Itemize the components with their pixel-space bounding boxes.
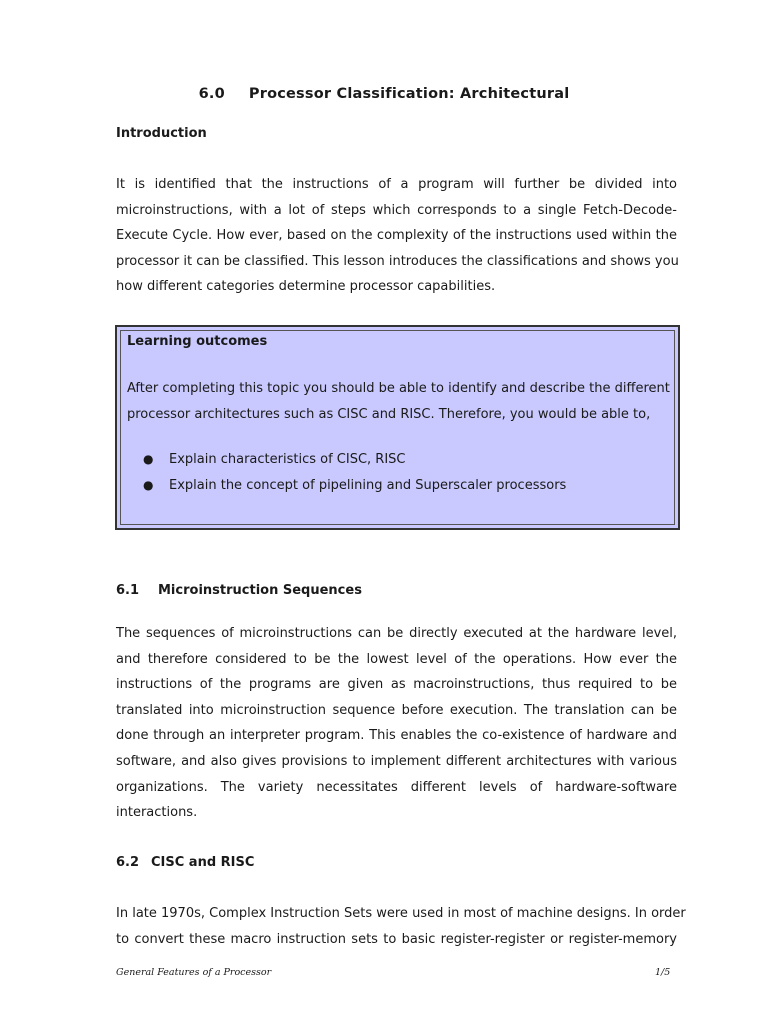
paragraph-line: done through an interpreter program. This enables the co-existence of hardware and [116,728,677,744]
list-item-text: Explain the concept of pipelining and Superscaler processors [169,478,567,493]
paragraph-line: translated into microinstruction sequence before execution. The translation can be [116,702,677,718]
paragraph-line: software, and also gives provisions to implement different architectures with various [116,753,677,769]
paragraph-line: processor it can be classified. This lesson introduces the classifications and shows you [116,253,679,269]
footer-document-title: General Features of a Processor [116,967,272,978]
section-6-2-paragraph [116,901,686,952]
paragraph-line: how different categories determine processor capabilities. [116,279,496,295]
paragraph-line: instructions of the programs are given as macroinstructions, thus required to be [116,677,677,693]
list-item-text: Explain characteristics of CISC, RISC [169,452,406,467]
introduction-paragraph [116,172,677,300]
bullet-icon: ● [143,452,154,466]
paragraph-line: In late 1970s, Complex Instruction Sets were used in most of machine designs. In order [116,906,686,921]
learning-outcomes-title: Learning outcomes [127,334,268,349]
section-6-2-heading [116,855,254,870]
section-title: CISC and RISC [151,855,255,870]
section-number: 6.2 [116,855,140,870]
list-item [143,472,566,498]
paragraph-line: processor architectures such as CISC and RISC. Therefore, you would be able to, [127,407,651,422]
paragraph-line: and therefore considered to be the lowest level of the operations. How ever the [116,651,677,667]
learning-outcomes-paragraph [127,376,670,428]
title-text: Processor Classification: Architectural [248,86,570,102]
paragraph-line: It is identified that the instructions of a program will further be divided into [116,177,677,192]
page-title [0,86,768,102]
title-number: 6.0 [198,86,225,102]
paragraph-line: After completing this topic you should be able to identify and describe the different [127,381,670,396]
paragraph-line: organizations. The variety necessitates different levels of hardware-software [116,779,677,795]
paragraph-line: to convert these macro instruction sets to basic register-register or register-memory [116,931,677,947]
list-item [143,446,566,472]
paragraph-line: microinstructions, with a lot of steps which corresponds to a single Fetch-Decode- [116,202,677,218]
section-number: 6.1 [116,583,140,598]
section-title: Microinstruction Sequences [158,583,362,598]
footer-page-number: 1/5 [655,967,671,978]
learning-outcomes-box [115,325,680,530]
introduction-heading: Introduction [116,126,207,141]
learning-outcomes-list [143,446,566,498]
paragraph-line: interactions. [116,805,198,821]
bullet-icon: ● [143,478,154,492]
paragraph-line: Execute Cycle. How ever, based on the complexity of the instructions used within the [116,228,677,244]
section-6-1-paragraph [116,621,677,826]
section-6-1-heading [116,583,362,598]
paragraph-line: The sequences of microinstructions can be directly executed at the hardware level, [116,626,677,641]
